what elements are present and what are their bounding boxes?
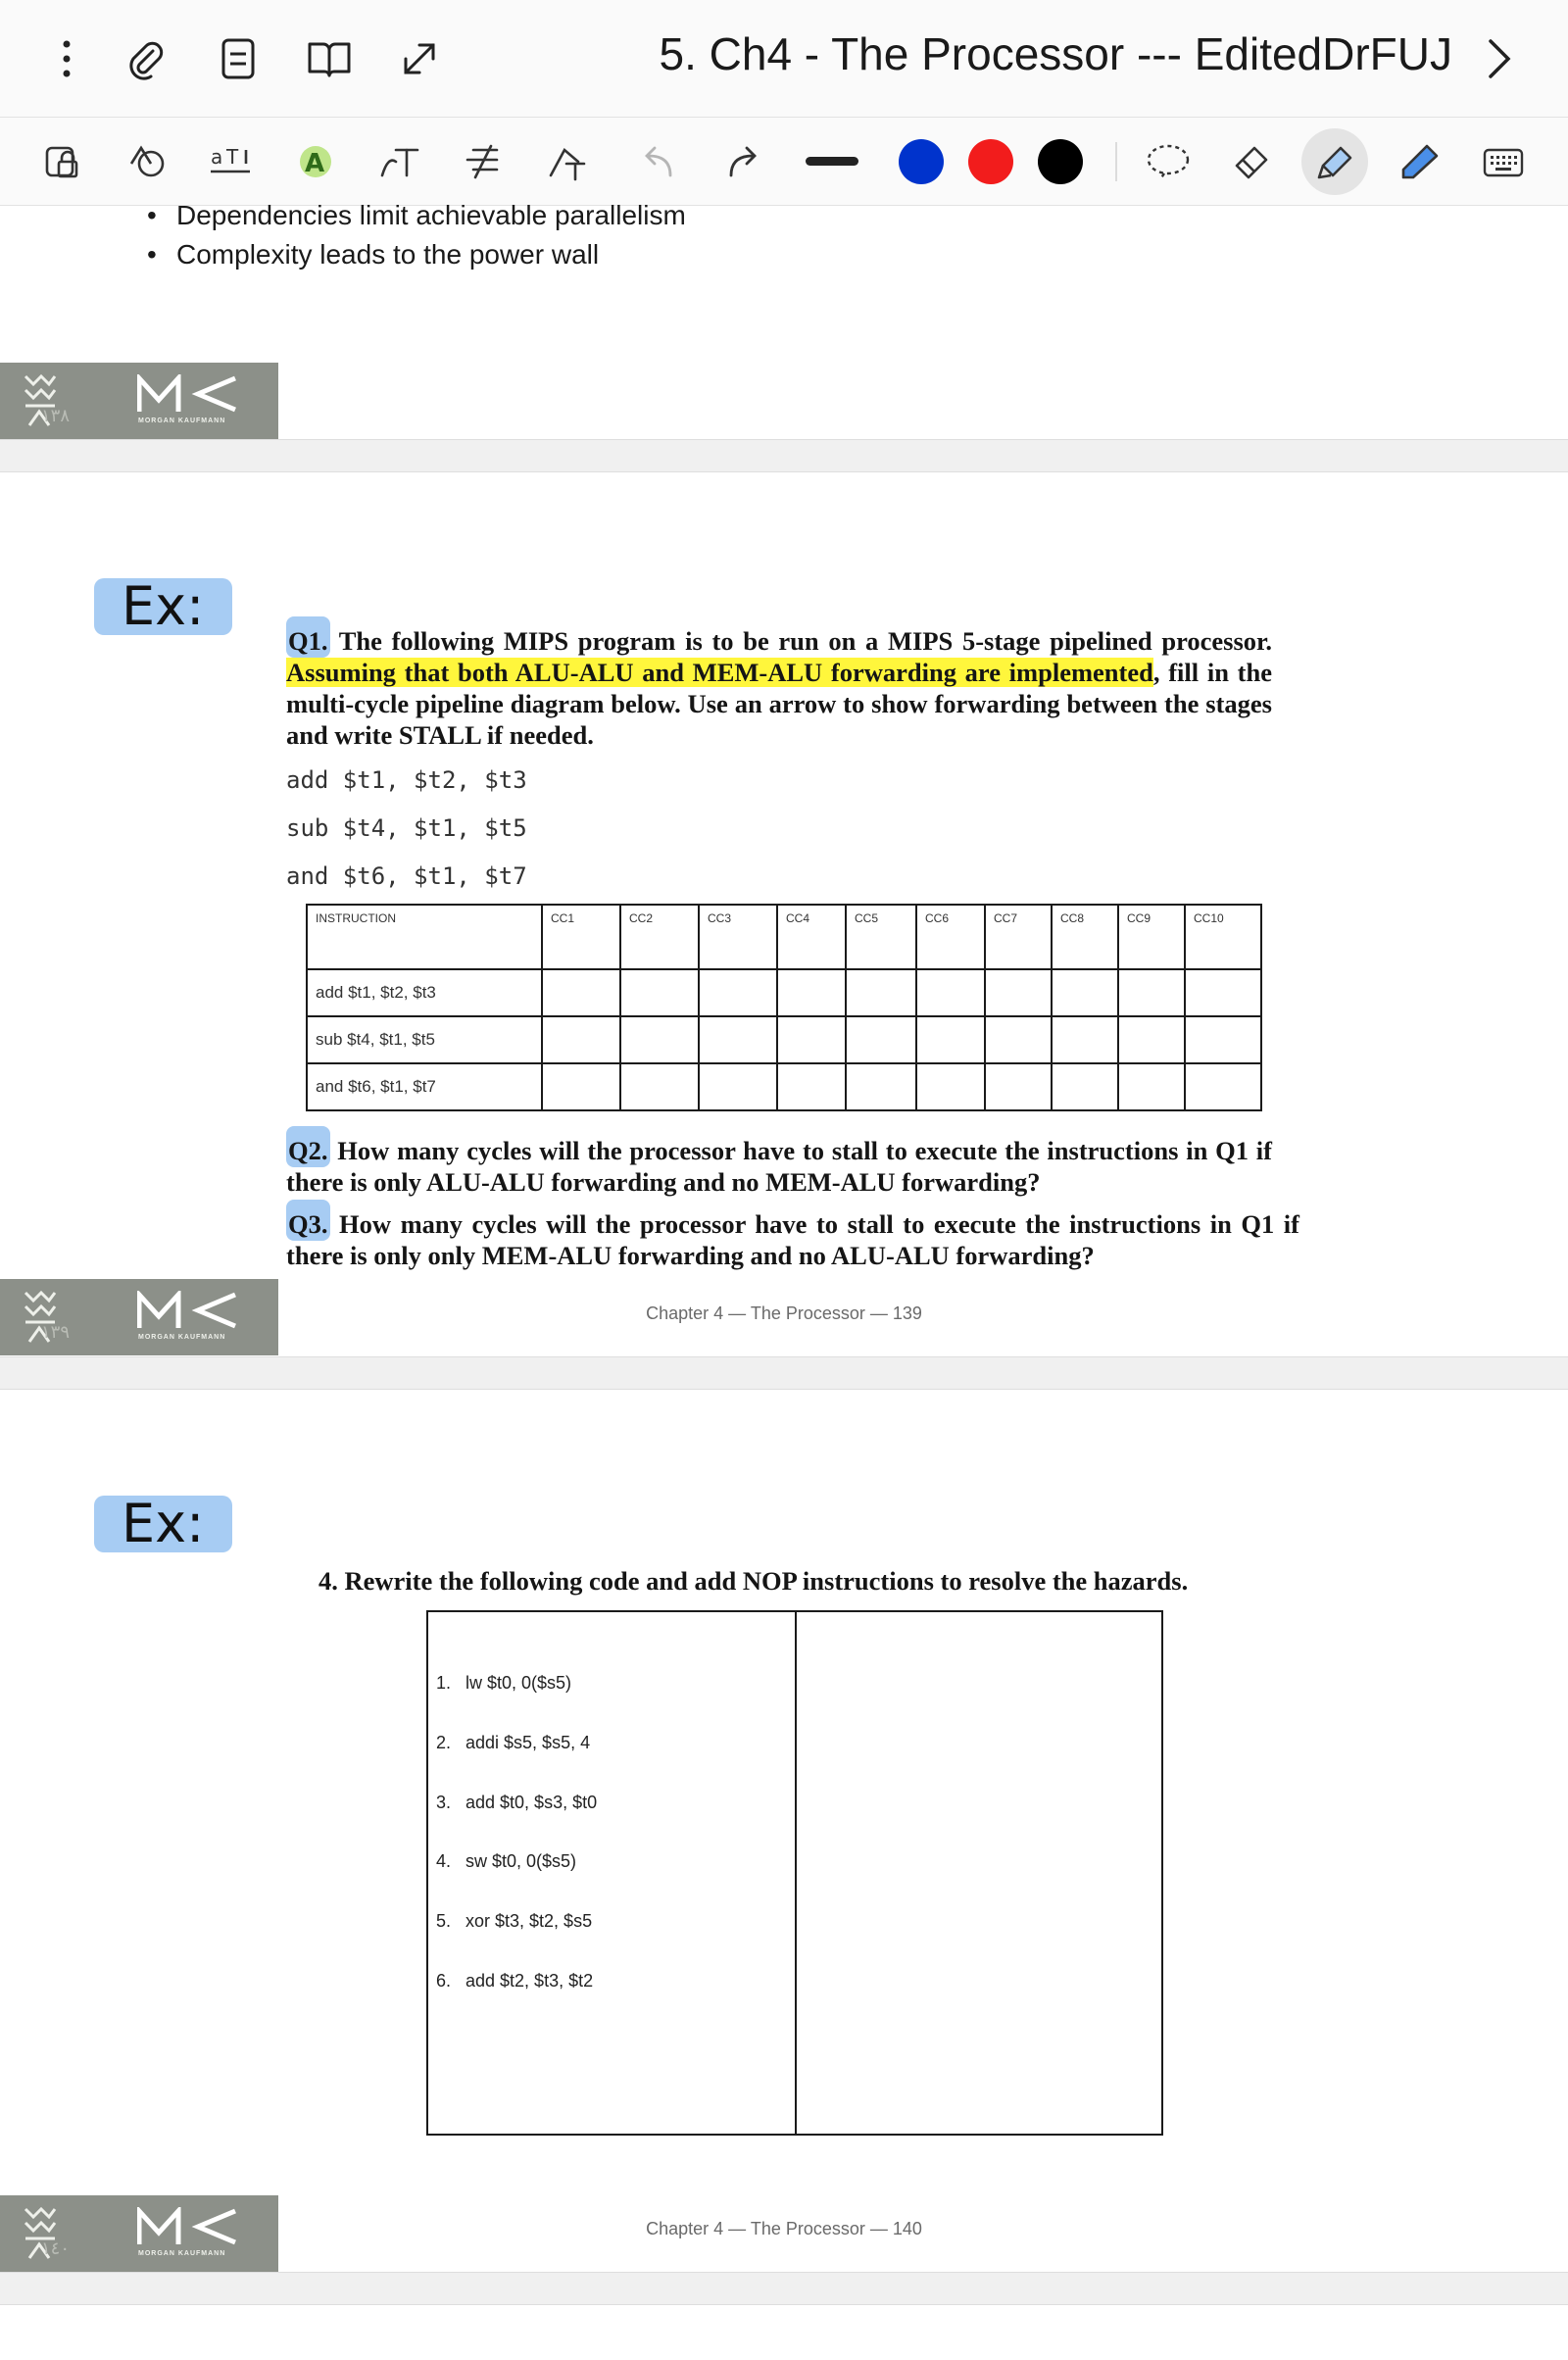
instruction-cell: and $t6, $t1, $t7	[307, 1063, 542, 1110]
instruction-cell: sub $t4, $t1, $t5	[307, 1016, 542, 1063]
code-line: 4. sw $t0, 0($s5)	[436, 1851, 577, 1871]
highlighter-icon[interactable]	[1301, 128, 1368, 195]
eraser-icon[interactable]	[1221, 132, 1280, 191]
publisher-name: MORGAN KAUFMANN	[138, 418, 226, 424]
fullscreen-icon[interactable]	[390, 29, 449, 88]
document-title: 5. Ch4 - The Processor --- EditedDrFUJ	[659, 28, 1452, 79]
code-answer-table	[426, 1610, 1163, 2136]
page-separator	[0, 2272, 1568, 2305]
table-header-cell: CC1	[542, 905, 620, 969]
bullet-item: • Complexity leads to the power wall	[147, 239, 599, 270]
publisher-name: MORGAN KAUFMANN	[138, 2250, 226, 2257]
publisher-footer-bar	[0, 363, 278, 439]
color-swatch-blue[interactable]	[899, 139, 944, 184]
color-swatch-black[interactable]	[1038, 139, 1083, 184]
toolbar-divider	[1115, 142, 1117, 181]
table-header-cell: CC6	[916, 905, 985, 969]
table-header-cell: CC7	[985, 905, 1052, 969]
table-header-cell: CC8	[1052, 905, 1118, 969]
table-row	[307, 969, 1261, 1016]
question-4: 4. Rewrite the following code and add NOP instructions to resolve the hazards.	[318, 1566, 1189, 1596]
undo-icon[interactable]	[627, 132, 686, 191]
code-line: 1. lw $t0, 0($s5)	[436, 1673, 572, 1693]
table-header-cell: CC9	[1118, 905, 1185, 969]
keyboard-icon[interactable]	[1474, 132, 1533, 191]
morgan-kaufmann-logo	[137, 1291, 239, 1330]
svg-text:a: a	[211, 145, 223, 169]
instruction-cell: add $t1, $t2, $t3	[307, 969, 542, 1016]
code-line: sub $t4, $t1, $t5	[286, 814, 527, 842]
code-line: and $t6, $t1, $t7	[286, 862, 527, 890]
svg-text:A: A	[305, 149, 325, 178]
table-header-cell: CC10	[1185, 905, 1261, 969]
code-line: 5. xor $t3, $t2, $s5	[436, 1911, 593, 1931]
table-header-cell: INSTRUCTION	[307, 905, 542, 969]
paperclip-icon[interactable]	[116, 29, 174, 88]
q1-tag: Q1.	[286, 616, 330, 658]
q2-tag: Q2.	[286, 1126, 330, 1167]
table-header-row	[307, 905, 1261, 969]
q3-tag: Q3.	[286, 1200, 330, 1241]
code-line: add $t1, $t2, $t3	[286, 766, 527, 794]
morgan-kaufmann-logo	[137, 374, 239, 414]
read-only-lock-icon[interactable]	[33, 132, 92, 191]
table-header-cell: CC2	[620, 905, 699, 969]
shapes-icon[interactable]	[118, 132, 176, 191]
table-header-cell: CC4	[777, 905, 846, 969]
ai-assistant-icon[interactable]	[286, 132, 345, 191]
code-line: 2. addi $s5, $s5, 4	[436, 1733, 591, 1752]
table-header-cell: CC3	[699, 905, 777, 969]
more-options-icon[interactable]	[37, 29, 96, 88]
page-number: ١٣٩	[41, 1322, 71, 1343]
question-q1: Q1. The following MIPS program is to be run on a MIPS 5-stage pipelined processor. Assuming that both ALU-ALU and MEM-ALU forwarding are implemented, fill in the multi-cycle pipeline diagram below. Use an arrow to show forwarding between the stages and write STALL if needed.	[286, 625, 1272, 751]
page-footer: Chapter 4 — The Processor — 140	[646, 2219, 922, 2238]
code-line: 3. add $t0, $s3, $t0	[436, 1793, 598, 1812]
chevron-right-icon[interactable]	[1470, 29, 1529, 88]
text-recognition-icon[interactable]	[201, 132, 260, 191]
page-number: ١٣٨	[41, 406, 71, 426]
publisher-name: MORGAN KAUFMANN	[138, 1334, 226, 1341]
bullet-item: • Dependencies limit achievable parallelism	[147, 200, 686, 231]
redo-icon[interactable]	[715, 132, 774, 191]
morgan-kaufmann-logo	[137, 2207, 239, 2246]
question-q2: Q2. How many cycles will the processor have to stall to execute the instructions in Q1 if there is only ALU-ALU forwarding and no MEM-ALU forwarding?	[286, 1135, 1272, 1198]
table-row	[307, 1063, 1261, 1110]
publisher-footer-bar	[0, 2195, 278, 2272]
pen-icon[interactable]	[1390, 132, 1448, 191]
highlighted-text: Assuming that both ALU-ALU and MEM-ALU forwarding are implemented	[286, 658, 1153, 687]
svg-text:T: T	[226, 145, 239, 169]
code-line: 6. add $t2, $t3, $t2	[436, 1971, 594, 1991]
page-number: ١٤٠	[41, 2238, 71, 2259]
table-row	[307, 1016, 1261, 1063]
page-footer: Chapter 4 — The Processor — 139	[646, 1303, 922, 1323]
text-tool-icon[interactable]	[370, 132, 429, 191]
page-separator	[0, 439, 1568, 472]
question-q3: Q3. How many cycles will the processor have to stall to execute the instructions in Q1 if there is only only MEM-ALU forwarding and no ALU-ALU forwarding?	[286, 1208, 1299, 1271]
pipeline-diagram-table	[306, 904, 1262, 1111]
publisher-footer-bar	[0, 1279, 278, 1355]
top-bar	[0, 0, 1568, 118]
table-header-cell: CC5	[846, 905, 916, 969]
pen-thickness-icon[interactable]	[806, 157, 858, 166]
book-view-icon[interactable]	[300, 29, 359, 88]
page-view-icon[interactable]	[209, 29, 268, 88]
lasso-icon[interactable]	[1139, 132, 1198, 191]
page-separator	[0, 1356, 1568, 1390]
ruler-lines-icon[interactable]	[454, 132, 513, 191]
ex-label: Ex:	[94, 578, 232, 635]
ex-label: Ex:	[94, 1496, 232, 1552]
lasso-text-icon[interactable]	[537, 132, 596, 191]
color-swatch-red[interactable]	[968, 139, 1013, 184]
table-divider	[795, 1612, 797, 2134]
